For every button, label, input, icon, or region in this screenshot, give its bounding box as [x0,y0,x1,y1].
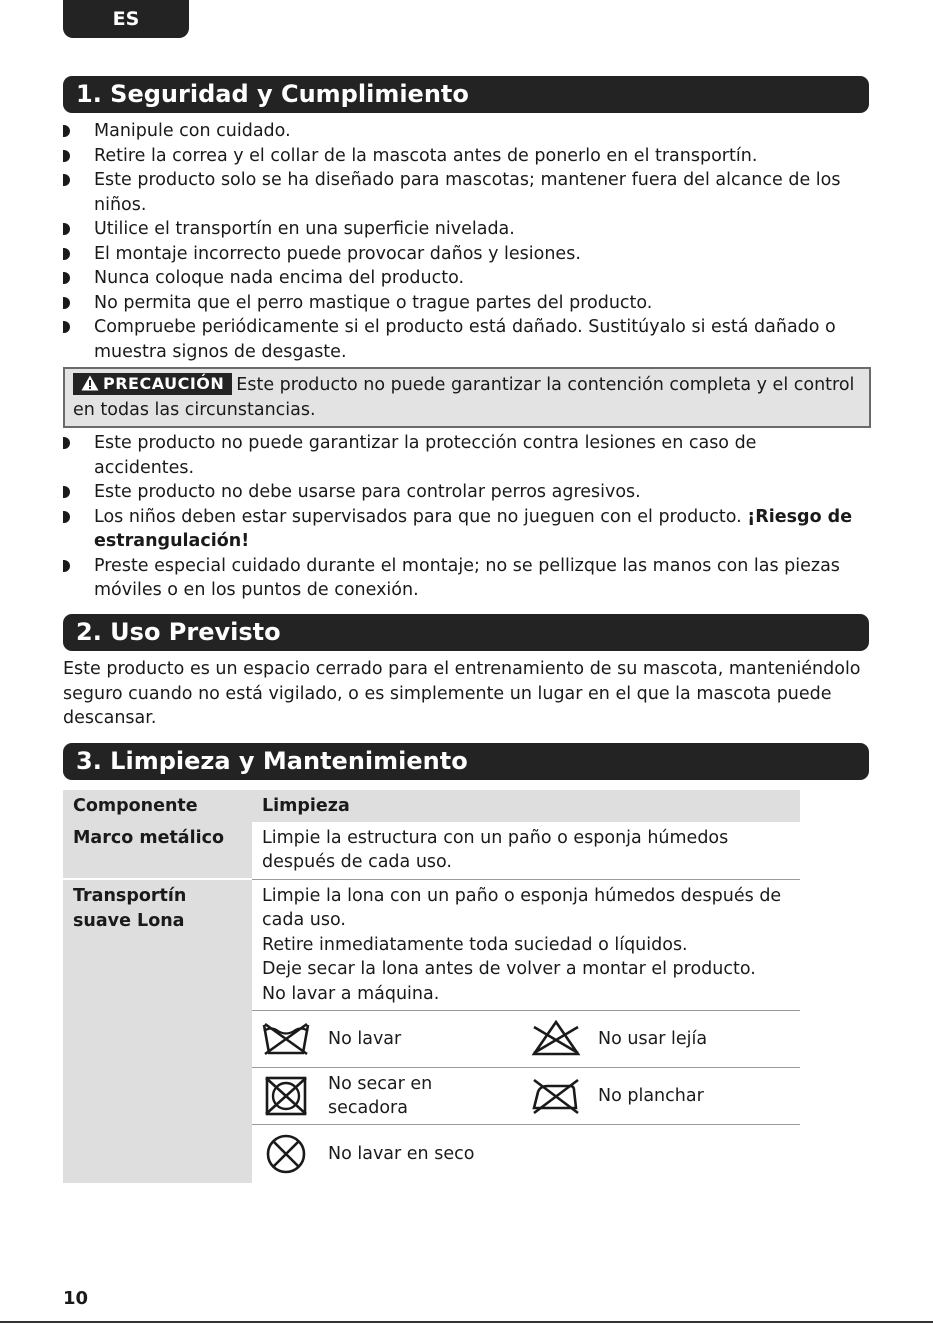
safety-bullet-list-2 [63,431,869,603]
no-wash-icon [260,1019,312,1059]
care-symbol-row [252,1125,800,1183]
bullet-icon [63,223,70,235]
no-iron-icon [530,1076,582,1116]
bullet-icon [63,437,70,449]
bullet-icon [63,560,70,572]
section-title-safety: 1. Seguridad y Cumplimiento [63,76,869,113]
section-title-intended-use: 2. Uso Previsto [63,614,869,651]
caution-badge [73,373,232,395]
care-symbol-row [252,1068,800,1125]
list-item: Retire la correa y el collar de la mascota antes de ponerlo en el transportín. [63,144,869,169]
bullet-icon [63,321,70,333]
list-item: El montaje incorrecto puede provocar daños y lesiones. [63,242,869,267]
bullet-icon [63,125,70,137]
warning-triangle-icon [81,375,99,391]
table-row [63,822,800,880]
column-header-component: Componente [63,790,252,822]
caution-box [63,367,871,428]
list-item [63,505,869,554]
no-dry-clean-icon [260,1134,312,1174]
cleaning-cell: Limpie la estructura con un paño o esponja húmedos después de cada uso. [252,822,800,880]
caution-text: Este producto no puede garantizar la contención completa y el control en todas las circunstancias. [73,375,855,420]
bottom-rule [0,1321,933,1323]
list-item: Este producto solo se ha diseñado para mascotas; mantener fuera del alcance de los niños. [63,168,869,217]
caution-label: PRECAUCIÓN [103,374,225,393]
care-symbols-cell [252,1011,800,1184]
list-item: Utilice el transportín en una superficie nivelada. [63,217,869,242]
table-row [63,879,800,1011]
list-item: Manipule con cuidado. [63,119,869,144]
list-item: Este producto no puede garantizar la protección contra lesiones en caso de accidentes. [63,431,869,480]
component-cell: Marco metálico [63,822,252,880]
intended-use-text: Este producto es un espacio cerrado para el entrenamiento de su mascota, manteniéndolo seguro cuando no está vigilado, o es simplemente un lugar en el que la mascota puede descansar. [63,659,861,728]
bullet-icon [63,486,70,498]
care-symbol-item: No lavar [252,1011,522,1067]
bullet-icon [63,248,70,260]
care-symbol-item: No usar lejía [522,1011,792,1067]
bullet-icon [63,174,70,186]
children-warning-text: Los niños deben estar supervisados para que no jueguen con el producto. [94,506,742,527]
list-item: Nunca coloque nada encima del producto. [63,266,869,291]
list-item: Preste especial cuidado durante el montaje; no se pellizque las manos con las piezas móviles o en los puntos de conexión. [63,554,869,603]
section-title-cleaning: 3. Limpieza y Mantenimiento [63,743,869,780]
bullet-icon [63,150,70,162]
column-header-cleaning: Limpieza [252,790,800,822]
page-number: 10 [63,1288,89,1309]
cleaning-table [63,790,800,1183]
care-symbol-item: No secar en secadora [252,1068,522,1124]
list-item: Compruebe periódicamente si el producto está dañado. Sustitúyalo si está dañado o muestra signos de desgaste. [63,315,869,364]
list-item: No permita que el perro mastique o trague partes del producto. [63,291,869,316]
bullet-icon [63,511,70,523]
language-tab: ES [63,0,189,38]
list-item: Este producto no debe usarse para controlar perros agresivos. [63,480,869,505]
cleaning-cell: Limpie la lona con un paño o esponja húmedos después de cada uso. Retire inmediatamente toda suciedad o líquidos. Deje secar la lona antes de volver a montar el producto. No lavar a máquina. [252,879,800,1011]
care-symbol-item: No lavar en seco [252,1125,522,1183]
strangulation-warning: ¡Riesgo de estrangulación! [94,506,853,551]
care-symbol-row [252,1011,800,1068]
no-bleach-icon [530,1019,582,1059]
bullet-icon [63,272,70,284]
bullet-icon [63,297,70,309]
no-tumble-dry-icon [260,1076,312,1116]
table-header-row [63,790,800,822]
care-symbol-item: No planchar [522,1068,792,1124]
component-cell: Transportín suave Lona [63,879,252,1183]
safety-bullet-list [63,119,869,364]
